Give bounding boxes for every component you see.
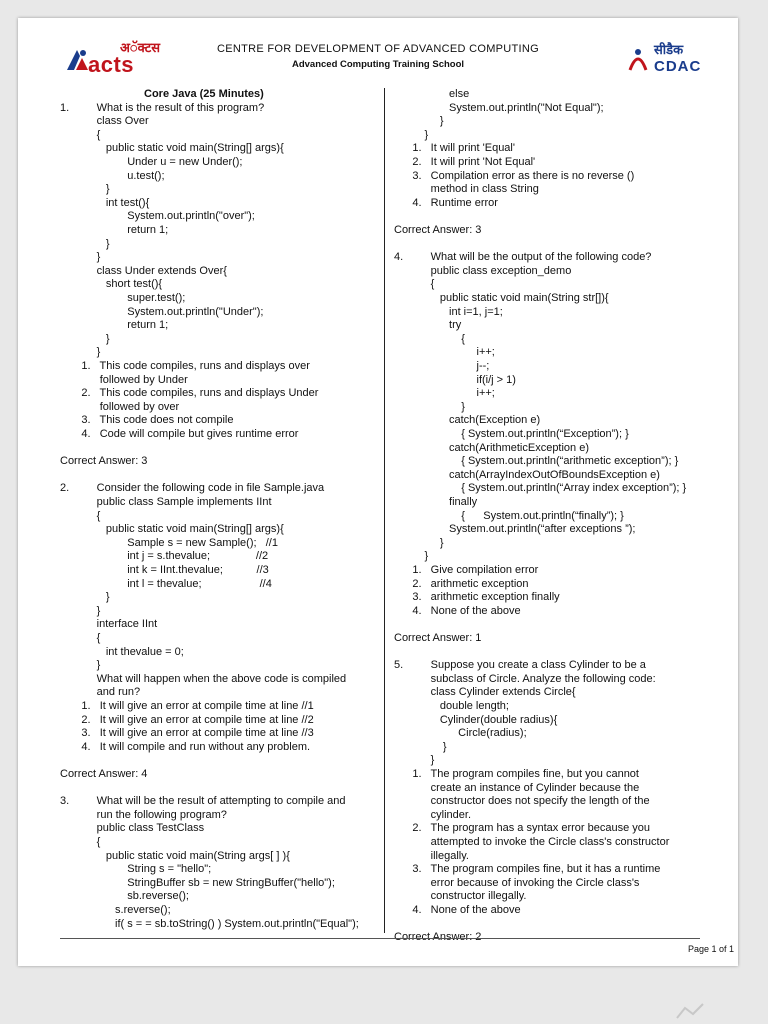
text-line: 4. It will compile and run without any problem. (60, 740, 311, 753)
text-line: } (60, 332, 110, 345)
text-line: method in class String (394, 183, 539, 196)
text-line: else (394, 88, 470, 100)
text-line: public static void main(String[] args){ (60, 523, 284, 536)
text-line: interface IInt (60, 618, 158, 631)
text-line: } (394, 115, 444, 128)
text-line: 2. The program has a syntax error because you (394, 822, 650, 835)
text-line: catch(Exception e) (394, 414, 541, 427)
text-line: Correct Answer: 4 (60, 768, 148, 780)
text-line: Sample s = new Sample(); //1 (60, 536, 278, 549)
text-line: 3. This code does not compile (60, 414, 234, 427)
text-line: double length; (394, 700, 509, 712)
column-divider (384, 88, 385, 933)
text-line: public static void main(String args[ ] ){ (60, 849, 290, 862)
text-line: System.out.println("Under"); (60, 305, 264, 318)
text-line: i++; (394, 387, 495, 400)
footer-rule (60, 938, 700, 939)
text-line: 2. It will print 'Not Equal' (394, 156, 536, 168)
text-line: 4. What will be the output of the following code? (394, 251, 652, 264)
text-line: int i=1, j=1; (394, 305, 503, 318)
text-line: finally (394, 496, 478, 508)
text-line: return 1; (60, 319, 169, 332)
text-line: sb.reverse(); (60, 890, 189, 903)
text-line: cylinder. (394, 808, 472, 821)
text-line: u.test(); (60, 169, 165, 182)
text-line: { (60, 632, 101, 644)
text-line: } (60, 183, 110, 196)
text-line: { System.out.println(“arithmetic exception”); } (394, 455, 679, 468)
text-line: 1. This code compiles, runs and displays over (60, 360, 310, 372)
text-line: class Under extends Over{ (60, 264, 227, 277)
text-line: } (394, 128, 429, 141)
text-line: 3. What will be the result of attempting to compile and (60, 795, 346, 808)
text-line: constructor does not specify the length of the (394, 795, 650, 808)
text-line: attempted to invoke the Circle class's constructor (394, 836, 670, 848)
text-line: 3. It will give an error at compile time at line //3 (60, 727, 314, 740)
text-line: public class TestClass (60, 822, 205, 835)
text-line: if( s = = sb.toString() ) System.out.println("Equal"); (60, 917, 359, 930)
text-line: Under u = new Under(); (60, 156, 243, 168)
text-line: 3. The program compiles fine, but it has a runtime (394, 863, 661, 876)
text-line: { (60, 509, 101, 522)
text-line: } (60, 251, 101, 264)
text-line: 3. arithmetic exception finally (394, 591, 560, 604)
text-line: } (60, 237, 110, 250)
text-line: 1. The program compiles fine, but you cannot (394, 768, 639, 780)
text-line: 1. Give compilation error (394, 564, 539, 576)
text-line: System.out.println("Not Equal"); (394, 101, 604, 114)
text-line: s.reverse(); (60, 904, 171, 916)
text-line: followed by over (60, 400, 180, 413)
text-line: catch(ArithmeticException e) (394, 441, 590, 454)
text-line: 1. It will give an error at compile time at line //1 (60, 700, 314, 712)
text-line: Correct Answer: 3 (60, 455, 148, 468)
text-line: try (394, 319, 462, 332)
text-line: Circle(radius); (394, 727, 527, 740)
section-title: Core Java (25 Minutes) (144, 88, 264, 100)
text-line: 4. None of the above (394, 904, 521, 916)
page-number: Page 1 of 1 (687, 944, 734, 954)
text-line: constructor illegally. (394, 890, 527, 903)
text-line: int l = thevalue; //4 (60, 577, 272, 590)
text-line: j--; (394, 360, 490, 372)
text-line: } (60, 659, 101, 672)
text-line: class Cylinder extends Circle{ (394, 686, 576, 699)
text-line: return 1; (60, 224, 169, 236)
text-line: 4. None of the above (394, 604, 521, 617)
text-line: 2. It will give an error at compile time at line //2 (60, 713, 314, 726)
text-line: } (60, 591, 110, 604)
text-line: run the following program? (60, 808, 227, 821)
text-line: public static void main(String str[]){ (394, 292, 609, 304)
cdac-latin-logotype: CDAC (654, 58, 702, 75)
text-line: 2. Consider the following code in file Sample.java (60, 482, 325, 495)
text-line: short test(){ (60, 278, 163, 291)
text-line: 2. This code compiles, runs and displays Under (60, 387, 319, 400)
header-subtitle: Advanced Computing Training School (291, 59, 465, 70)
text-line: 3. Compilation error as there is no reverse () (394, 169, 635, 182)
text-line: 1. What is the result of this program? (60, 101, 265, 114)
text-line: illegally. (394, 849, 469, 862)
bottom-right-decoration-icon (675, 1000, 705, 1020)
document-page (18, 18, 738, 966)
text-line: } (60, 346, 101, 359)
text-line: String s = "hello"; (60, 863, 212, 876)
text-line: class Over (60, 115, 149, 128)
text-line: public class Sample implements IInt (60, 496, 272, 508)
text-line: Correct Answer: 1 (394, 632, 482, 644)
text-line: Cylinder(double radius){ (394, 713, 558, 726)
text-line: } (394, 754, 435, 767)
text-line: subclass of Circle. Analyze the following code: (394, 672, 656, 685)
text-line: } (60, 604, 101, 617)
acts-hindi-logotype: अॅक्टस (120, 41, 161, 56)
text-line: System.out.println("over"); (60, 210, 255, 223)
text-line: 2. arithmetic exception (394, 577, 529, 590)
text-line: { System.out.println(“Exception”); } (394, 428, 629, 440)
text-line: } (394, 400, 465, 413)
text-line: { (394, 332, 465, 345)
text-line: System.out.println(“after exceptions ”); (394, 523, 636, 536)
cdac-hindi-logotype: सीडैक (654, 43, 684, 58)
text-line: { (60, 836, 101, 848)
text-line: int thevalue = 0; (60, 645, 184, 658)
text-line: i++; (394, 346, 495, 359)
text-line: catch(ArrayIndexOutOfBoundsException e) (394, 468, 660, 481)
text-line: 1. It will print 'Equal' (394, 142, 515, 155)
text-line: super.test(); (60, 292, 186, 304)
text-line: if(i/j > 1) (394, 373, 516, 386)
text-line: and run? (60, 686, 141, 699)
text-line: int test(){ (60, 196, 150, 209)
text-line: Correct Answer: 3 (394, 224, 482, 236)
text-line: int k = IInt.thevalue; //3 (60, 564, 269, 576)
acts-logo-mark-icon (64, 46, 90, 74)
text-line: error because of invoking the Circle class's (394, 876, 640, 889)
text-line: public static void main(String[] args){ (60, 142, 284, 155)
text-line: public class exception_demo (394, 264, 572, 277)
text-line: } (394, 536, 444, 549)
text-line: } (394, 550, 429, 563)
text-line: { (60, 128, 101, 141)
text-line: 4. Runtime error (394, 196, 498, 209)
cdac-logo (618, 40, 718, 80)
text-line: } (394, 740, 447, 753)
header-title: CENTRE FOR DEVELOPMENT OF ADVANCED COMPUTING (216, 43, 540, 55)
cdac-logo-mark-icon (626, 44, 650, 74)
text-line: { System.out.println(“Array index exception”); } (394, 482, 687, 495)
text-line: int j = s.thevalue; //2 (60, 550, 269, 563)
acts-logo (64, 38, 164, 78)
text-line: { System.out.println(“finally”); } (394, 509, 624, 522)
text-line: 5. Suppose you create a class Cylinder to be a (394, 659, 646, 672)
acts-latin-logotype: acts (88, 52, 135, 77)
text-line: { (394, 278, 435, 291)
text-line: What will happen when the above code is compiled (60, 672, 347, 685)
text-line: 4. Code will compile but gives runtime error (60, 428, 299, 440)
text-line: StringBuffer sb = new StringBuffer("hello"); (60, 876, 335, 889)
text-line: create an instance of Cylinder because the (394, 781, 640, 794)
text-line: followed by Under (60, 373, 188, 386)
page-header (18, 18, 738, 86)
